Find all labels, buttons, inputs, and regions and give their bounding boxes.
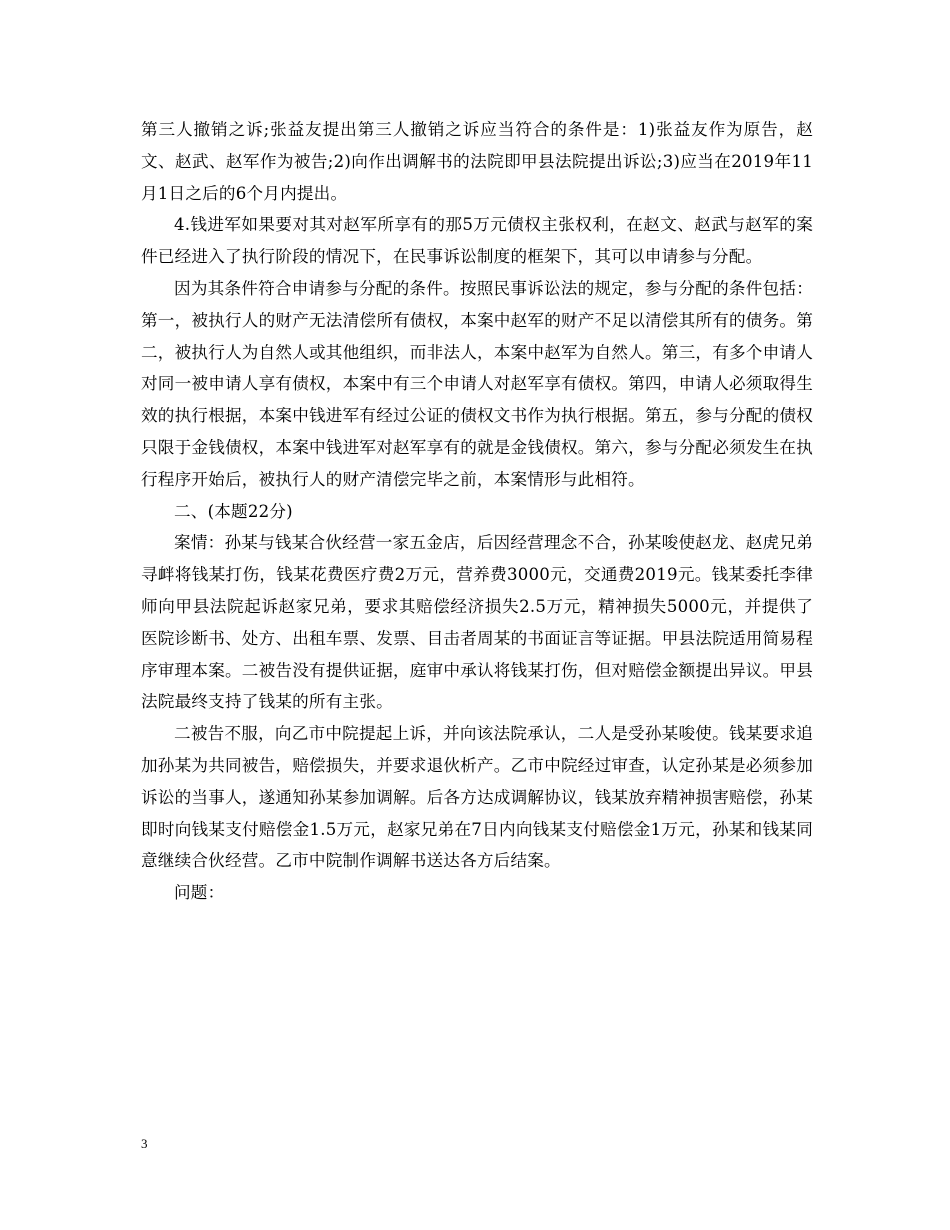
paragraph-question: 问题： (174, 883, 225, 903)
paragraph-1: 第三人撤销之诉;张益友提出第三人撤销之诉应当符合的条件是：1)张益友作为原告，赵文、赵武、赵军作为被告;2)向作出调解书的法院即甲县法院提出诉讼;3)应当在2019年11月1日之后的6个月内提出。 (141, 120, 813, 203)
paragraph-2: 4.钱进军如果要对其对赵军所享有的那5万元债权主张权利，在赵文、赵武与赵军的案件已经进入了执行阶段的情况下，在民事诉讼制度的框架下，其可以申请参与分配。 (141, 215, 813, 267)
section-heading: 二、(本题22分) (174, 501, 293, 521)
document-body (141, 114, 813, 909)
page-number: 3 (141, 1136, 148, 1151)
paragraph-appeal: 二被告不服，向乙市中院提起上诉，并向该法院承认，二人是受孙某唆使。钱某要求追加孙某为共同被告，赔偿损失，并要求退伙析产。乙市中院经过审查，认定孙某是必须参加诉讼的当事人，遂通知孙某参加调解。后各方达成调解协议，钱某放弃精神损害赔偿，孙某即时向钱某支付赔偿金1.5万元，赵家兄弟在7日内向钱某支付赔偿金1万元，孙某和钱某同意继续合伙经营。乙市中院制作调解书送达各方后结案。 (141, 724, 813, 871)
paragraph-case: 案情：孙某与钱某合伙经营一家五金店，后因经营理念不合，孙某唆使赵龙、赵虎兄弟寻衅将钱某打伤，钱某花费医疗费2万元，营养费3000元，交通费2019元。钱某委托李律师向甲县法院起诉赵家兄弟，要求其赔偿经济损失2.5万元，精神损失5000元，并提供了医院诊断书、处方、出租车票、发票、目击者周某的书面证言等证据。甲县法院适用简易程序审理本案。二被告没有提供证据，庭审中承认将钱某打伤，但对赔偿金额提出异议。甲县法院最终支持了钱某的所有主张。 (141, 533, 813, 712)
paragraph-3: 因为其条件符合申请参与分配的条件。按照民事诉讼法的规定，参与分配的条件包括：第一，被执行人的财产无法清偿所有债权，本案中赵军的财产不足以清偿其所有的债务。第二，被执行人为自然人或其他组织，而非法人，本案中赵军为自然人。第三，有多个申请人对同一被申请人享有债权，本案中有三个申请人对赵军享有债权。第四，申请人必须取得生效的执行根据，本案中钱进军有经过公证的债权文书作为执行根据。第五，参与分配的债权只限于金钱债权，本案中钱进军对赵军享有的就是金钱债权。第六，参与分配必须发生在执行程序开始后，被执行人的财产清偿完毕之前，本案情形与此相符。 (141, 278, 813, 489)
